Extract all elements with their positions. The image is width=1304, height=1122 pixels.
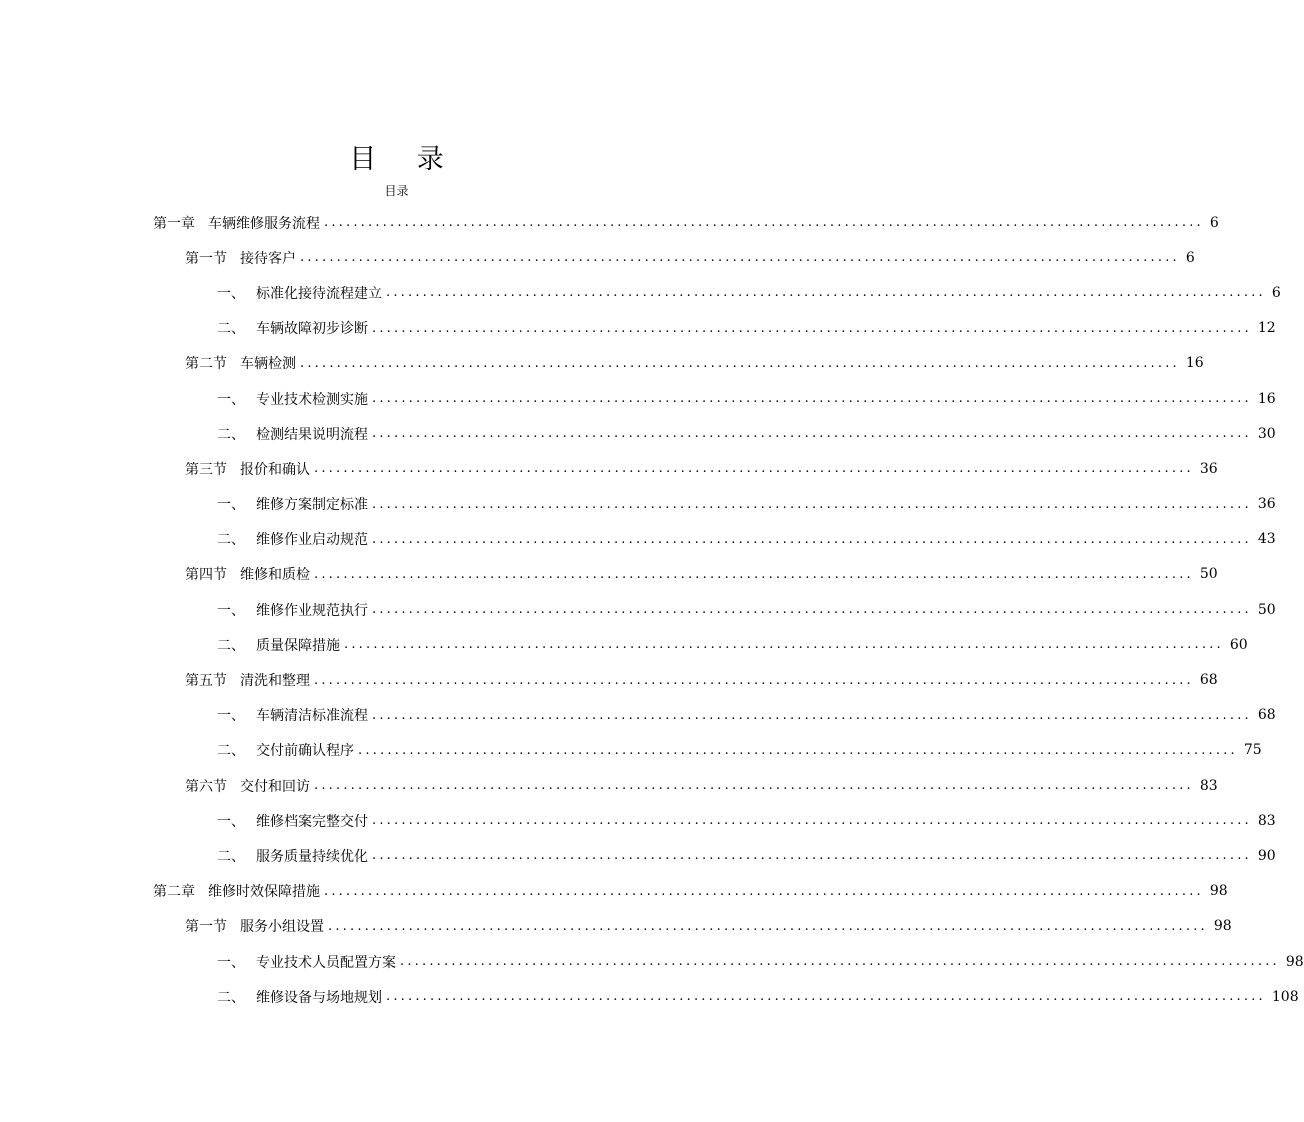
toc-leader-dots: ........................................................................................................................ [372,813,1252,829]
toc-entry-number: 二、 [217,426,245,443]
toc-entry[interactable] [0,557,1218,592]
toc-entry[interactable] [0,803,1276,838]
toc-entry-number: 第六节 [185,778,227,795]
toc-entry[interactable] [0,662,1218,697]
toc-entry-label: 维修档案完整交付 [256,813,368,830]
toc-entry-number: 第一节 [185,250,227,267]
toc-entry-label: 交付和回访 [240,778,310,795]
toc-entry[interactable] [0,909,1232,944]
toc-leader-dots: ........................................................................................................................ [300,355,1180,371]
toc-entry-number: 二、 [217,637,245,654]
toc-entry-page-number: 98 [1285,953,1304,970]
toc-entry[interactable] [0,522,1276,557]
toc-entry-label: 维修作业启动规范 [256,532,368,549]
toc-leader-dots: ........................................................................................................................ [400,954,1280,970]
toc-leader-dots: ........................................................................................................................ [372,391,1252,407]
toc-entry-number: 二、 [217,321,245,338]
toc-entry-label: 车辆故障初步诊断 [256,321,368,338]
toc-entry-number: 一、 [217,708,245,725]
toc-leader-dots: ........................................................................................................................ [372,707,1252,723]
toc-entry-number: 第二章 [153,884,195,901]
toc-entry[interactable] [0,381,1276,416]
toc-entry[interactable] [0,979,1299,1014]
page-subtitle: 目录 [384,184,409,198]
toc-entry-number: 二、 [217,989,245,1006]
toc-entry-number: 第五节 [185,673,227,690]
toc-entry-page-number: 98 [1209,883,1228,900]
toc-entry-label: 服务质量持续优化 [256,848,368,865]
toc-entry-page-number: 12 [1257,320,1276,337]
page-title: 目 录 [349,144,460,175]
toc-entry-number: 一、 [217,813,245,830]
toc-leader-dots: ........................................................................................................................ [324,883,1204,899]
toc-entry-number: 一、 [217,954,245,971]
toc-entry-label: 报价和确认 [240,461,310,478]
toc-entry[interactable] [0,346,1204,381]
toc-entry-number: 二、 [217,532,245,549]
toc-leader-dots: ........................................................................................................................ [386,285,1266,301]
toc-leader-dots: ........................................................................................................................ [324,215,1204,231]
toc-entry[interactable] [0,451,1218,486]
toc-entry-page-number: 6 [1209,214,1219,231]
toc-entry-page-number: 43 [1257,531,1276,548]
toc-entry-page-number: 90 [1257,847,1276,864]
toc-entry-label: 维修方案制定标准 [256,497,368,514]
toc-entry-label: 清洗和整理 [240,673,310,690]
toc-leader-dots: ........................................................................................................................ [300,250,1180,266]
toc-entry-page-number: 16 [1185,355,1204,372]
toc-leader-dots: ........................................................................................................................ [372,848,1252,864]
toc-leader-dots: ........................................................................................................................ [328,918,1208,934]
toc-entry-page-number: 30 [1257,425,1276,442]
toc-entry-page-number: 83 [1199,777,1218,794]
toc-entry-page-number: 6 [1271,284,1281,301]
toc-entry[interactable] [0,205,1219,240]
toc-entry[interactable] [0,592,1276,627]
toc-entry-page-number: 68 [1257,707,1276,724]
toc-entry-label: 标准化接待流程建立 [256,285,382,302]
toc-entry-page-number: 6 [1185,249,1195,266]
toc-entry[interactable] [0,698,1276,733]
toc-entry[interactable] [0,275,1281,310]
toc-entry-number: 一、 [217,497,245,514]
toc-leader-dots: ........................................................................................................................ [372,496,1252,512]
toc-entry[interactable] [0,944,1304,979]
toc-entry-label: 车辆检测 [240,356,296,373]
toc-entry-label: 维修设备与场地规划 [256,989,382,1006]
toc-entry-label: 维修和质检 [240,567,310,584]
toc-entry-page-number: 75 [1243,742,1262,759]
toc-entry[interactable] [0,487,1276,522]
table-of-contents [0,205,1304,1014]
toc-entry-number: 一、 [217,391,245,408]
toc-entry-number: 二、 [217,743,245,760]
toc-leader-dots: ........................................................................................................................ [386,989,1266,1005]
toc-entry-page-number: 60 [1229,636,1248,653]
toc-entry-number: 第三节 [185,461,227,478]
toc-leader-dots: ........................................................................................................................ [372,531,1252,547]
toc-entry-label: 接待客户 [240,250,296,267]
toc-entry-number: 第一章 [153,215,195,232]
toc-entry-label: 车辆清洁标准流程 [256,708,368,725]
toc-entry[interactable] [0,240,1195,275]
toc-entry-page-number: 36 [1199,460,1218,477]
toc-leader-dots: ........................................................................................................................ [372,602,1252,618]
toc-entry-number: 第二节 [185,356,227,373]
toc-entry-label: 专业技术检测实施 [256,391,368,408]
toc-entry-page-number: 50 [1257,601,1276,618]
toc-entry-page-number: 50 [1199,566,1218,583]
toc-entry-page-number: 83 [1257,812,1276,829]
toc-entry[interactable] [0,733,1262,768]
toc-entry-page-number: 68 [1199,672,1218,689]
toc-entry-label: 检测结果说明流程 [256,426,368,443]
toc-leader-dots: ........................................................................................................................ [314,778,1194,794]
toc-entry-page-number: 16 [1257,390,1276,407]
toc-entry[interactable] [0,768,1218,803]
toc-entry-label: 车辆维修服务流程 [208,215,320,232]
toc-leader-dots: ........................................................................................................................ [314,672,1194,688]
toc-entry-label: 交付前确认程序 [256,743,354,760]
toc-entry[interactable] [0,627,1248,662]
toc-entry[interactable] [0,874,1228,909]
toc-entry-number: 一、 [217,602,245,619]
toc-entry[interactable] [0,311,1276,346]
toc-entry-number: 第四节 [185,567,227,584]
toc-entry[interactable] [0,416,1276,451]
toc-entry-number: 二、 [217,848,245,865]
toc-leader-dots: ........................................................................................................................ [314,461,1194,477]
toc-entry-label: 服务小组设置 [240,919,324,936]
toc-leader-dots: ........................................................................................................................ [314,566,1194,582]
toc-leader-dots: ........................................................................................................................ [358,742,1238,758]
toc-leader-dots: ........................................................................................................................ [344,637,1224,653]
toc-entry-label: 维修作业规范执行 [256,602,368,619]
toc-entry-label: 维修时效保障措施 [208,884,320,901]
toc-entry-label: 质量保障措施 [256,637,340,654]
toc-entry-label: 专业技术人员配置方案 [256,954,396,971]
toc-entry-page-number: 108 [1271,988,1299,1005]
toc-leader-dots: ........................................................................................................................ [372,426,1252,442]
toc-entry[interactable] [0,838,1276,873]
toc-leader-dots: ........................................................................................................................ [372,320,1252,336]
toc-entry-number: 第一节 [185,919,227,936]
toc-entry-page-number: 36 [1257,496,1276,513]
toc-entry-page-number: 98 [1213,918,1232,935]
toc-entry-number: 一、 [217,285,245,302]
